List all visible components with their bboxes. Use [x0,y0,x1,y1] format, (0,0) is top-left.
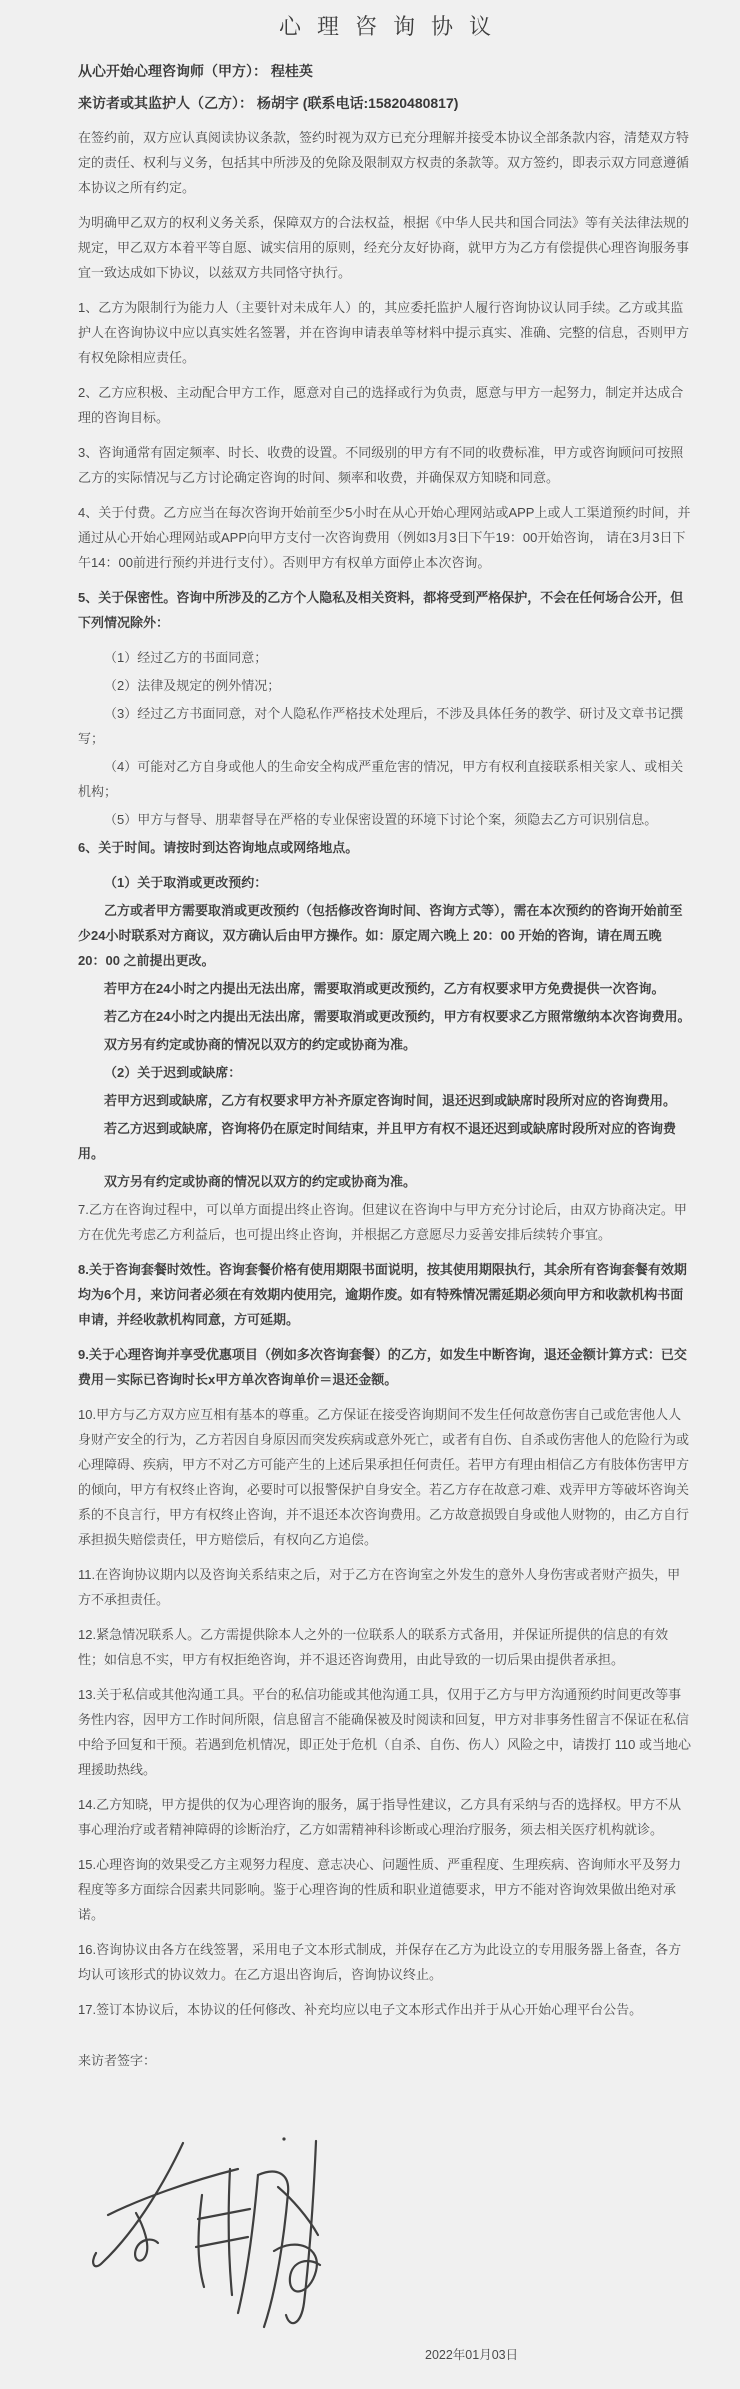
clause-paragraph: 10.甲方与乙方双方应互相有基本的尊重。乙方保证在接受咨询期间不发生任何故意伤害自己或危害他人人身财产安全的行为，乙方若因自身原因而突发疾病或意外死亡，或者有自伤、自杀或伤害他人的危险行为或心理障碍、疾病，甲方不对乙方可能产生的上述后果承担任何责任。若甲方有理由相信乙方有肢体伤害甲方的倾向，甲方有权终止咨询，必要时可以报警保护自身安全。若乙方存在故意刁难、戏弄甲方等破坏咨询关系的不良言行，甲方有权终止咨询，并不退还本次咨询费用。乙方故意损毁自身或他人财物的，由乙方自行承担损失赔偿责任，甲方赔偿后，有权向乙方追偿。 [78,1407,690,1547]
party-a-line: 从心开始心理咨询师（甲方）： 程桂英 [78,63,313,79]
clause-paragraph: （1）经过乙方的书面同意； [104,650,268,665]
clause-paragraph: 7.乙方在咨询过程中，可以单方面提出终止咨询。但建议在咨询中与甲方充分讨论后，由双方协商决定。甲方在优先考虑乙方利益后，也可提出终止咨询，并根据乙方意愿尽力妥善安排后续转介事宜。 [78,1202,687,1242]
clause-paragraph: 16.咨询协议由各方在线签署，采用电子文本形式制成，并保存在乙方为此设立的专用服务器上备查，各方均认可该形式的协议效力。在乙方退出咨询后，咨询协议终止。 [78,1942,682,1982]
clause-paragraph: （2）关于迟到或缺席： [104,1065,242,1080]
party-b-line: 来访者或其监护人（乙方）： 杨胡宇 (联系电话:15820480817) [78,95,459,111]
signature-date: 2022年01月03日 [425,2348,519,2362]
clause-paragraph: 9.关于心理咨询并享受优惠项目（例如多次咨询套餐）的乙方，如发生中断咨询，退还金额计算方式：已交费用－实际已咨询时长x甲方单次咨询单价＝退还金额。 [78,1347,687,1387]
clause-list [78,125,692,2022]
clause-paragraph: 乙方或者甲方需要取消或更改预约（包括修改咨询时间、咨询方式等），需在本次预约的咨询开始前至少24小时联系对方商议，双方确认后由甲方操作。如：原定周六晚上 20：00 开始的咨询，请在周五晚 20：00 之前提出更改。 [78,903,683,968]
clause-paragraph: 14.乙方知晓，甲方提供的仅为心理咨询的服务，属于指导性建议，乙方具有采纳与否的选择权。甲方不从事心理治疗或者精神障碍的诊断治疗，乙方如需精神科诊断或心理治疗服务，须去相关医疗机构就诊。 [78,1797,682,1837]
clause-paragraph: 8.关于咨询套餐时效性。咨询套餐价格有使用期限书面说明，按其使用期限执行，其余所有咨询套餐有效期均为6个月，来访问者必须在有效期内使用完，逾期作废。如有特殊情况需延期必须向甲方和收款机构书面申请，并经收款机构同意，方可延期。 [78,1262,687,1327]
signature-area [78,2073,692,2365]
clause-paragraph: 5、关于保密性。咨询中所涉及的乙方个人隐私及相关资料，都将受到严格保护，不会在任何场合公开，但下列情况除外： [78,590,684,630]
clause-paragraph: 13.关于私信或其他沟通工具。平台的私信功能或其他沟通工具，仅用于乙方与甲方沟通预约时间更改等事务性内容，因甲方工作时间所限，信息留言不能确保被及时阅读和回复，甲方对非事务性留言不保证在私信中给予回复和干预。若遇到危机情况，即正处于危机（自杀、自伤、伤人）风险之中，请拨打 110 或当地心理援助热线。 [78,1687,691,1777]
clause-paragraph: 15.心理咨询的效果受乙方主观努力程度、意志决心、问题性质、严重程度、生理疾病、咨询师水平及努力程度等多方面综合因素共同影响。鉴于心理咨询的性质和职业道德要求，甲方不能对咨询效果做出绝对承诺。 [78,1857,682,1922]
clause-paragraph: 为明确甲乙双方的权利义务关系，保障双方的合法权益，根据《中华人民共和国合同法》等有关法律法规的规定，甲乙双方本着平等自愿、诚实信用的原则，经充分友好协商，就甲方为乙方有偿提供心理咨询服务事宜一致达成如下协议，以兹双方共同恪守执行。 [78,215,690,280]
clause-paragraph: 6、关于时间。请按时到达咨询地点或网络地点。 [78,840,359,855]
clause-paragraph: 若乙方迟到或缺席，咨询将仍在原定时间结束，并且甲方有权不退还迟到或缺席时段所对应的咨询费用。 [78,1121,677,1161]
clause-paragraph: （3）经过乙方书面同意，对个人隐私作严格技术处理后，不涉及具体任务的教学、研讨及文章书记撰写； [78,706,684,746]
clause-paragraph: 双方另有约定或协商的情况以双方的约定或协商为准。 [104,1037,417,1052]
handwritten-signature [80,2135,330,2350]
clause-paragraph: 4、关于付费。乙方应当在每次咨询开始前至少5小时在从心开始心理网站或APP上或人工渠道预约时间，并通过从心开始心理网站或APP向甲方支付一次咨询费用（例如3月3日下午19：00开始咨询， 请在3月3日下午14：00前进行预约并进行支付）。否则甲方有权单方面停止本次咨询。 [78,505,691,570]
clause-paragraph: 1、乙方为限制行为能力人（主要针对未成年人）的，其应委托监护人履行咨询协议认同手续。乙方或其监护人在咨询协议中应以真实姓名签署，并在咨询申请表单等材料中提示真实、准确、完整的信息，否则甲方有权免除相应责任。 [78,300,690,365]
clause-paragraph: 若乙方在24小时之内提出无法出席，需要取消或更改预约，甲方有权要求乙方照常缴纳本次咨询费用。 [104,1009,691,1024]
clause-paragraph: 11.在咨询协议期内以及咨询关系结束之后，对于乙方在咨询室之外发生的意外人身伤害或者财产损失，甲方不承担责任。 [78,1567,681,1607]
clause-paragraph: （4）可能对乙方自身或他人的生命安全构成严重危害的情况，甲方有权利直接联系相关家人、或相关机构； [78,759,684,799]
signature-label: 来访者签字： [78,2053,157,2068]
clause-paragraph: 12.紧急情况联系人。乙方需提供除本人之外的一位联系人的联系方式备用，并保证所提供的信息的有效性；如信息不实，甲方有权拒绝咨询，并不退还咨询费用，由此导致的一切后果由提供者承担。 [78,1627,669,1667]
clause-paragraph: 2、乙方应积极、主动配合甲方工作，愿意对自己的选择或行为负责，愿意与甲方一起努力，制定并达成合理的咨询目标。 [78,385,684,425]
clause-paragraph: 双方另有约定或协商的情况以双方的约定或协商为准。 [104,1174,417,1189]
clause-paragraph: （1）关于取消或更改预约： [104,875,268,890]
clause-paragraph: 3、咨询通常有固定频率、时长、收费的设置。不同级别的甲方有不同的收费标准，甲方或咨询顾问可按照乙方的实际情况与乙方讨论确定咨询的时间、频率和收费，并确保双方知晓和同意。 [78,445,684,485]
clause-paragraph: 在签约前，双方应认真阅读协议条款，签约时视为双方已充分理解并接受本协议全部条款内容，清楚双方特定的责任、权利与义务，包括其中所涉及的免除及限制双方权责的条款等。双方签约，即表示双方同意遵循本协议之所有约定。 [78,130,690,195]
clause-paragraph: 若甲方迟到或缺席，乙方有权要求甲方补齐原定咨询时间，退还迟到或缺席时段所对应的咨询费用。 [104,1093,677,1108]
clause-paragraph: （5）甲方与督导、朋辈督导在严格的专业保密设置的环境下讨论个案，须隐去乙方可识别信息。 [104,812,658,827]
document-title: 心理咨询协议 [278,14,507,39]
clause-paragraph: 若甲方在24小时之内提出无法出席，需要取消或更改预约，乙方有权要求甲方免费提供一次咨询。 [104,981,665,996]
clause-paragraph: （2）法律及规定的例外情况； [104,678,281,693]
clause-paragraph: 17.签订本协议后，本协议的任何修改、补充均应以电子文本形式作出并于从心开始心理平台公告。 [78,2002,643,2017]
